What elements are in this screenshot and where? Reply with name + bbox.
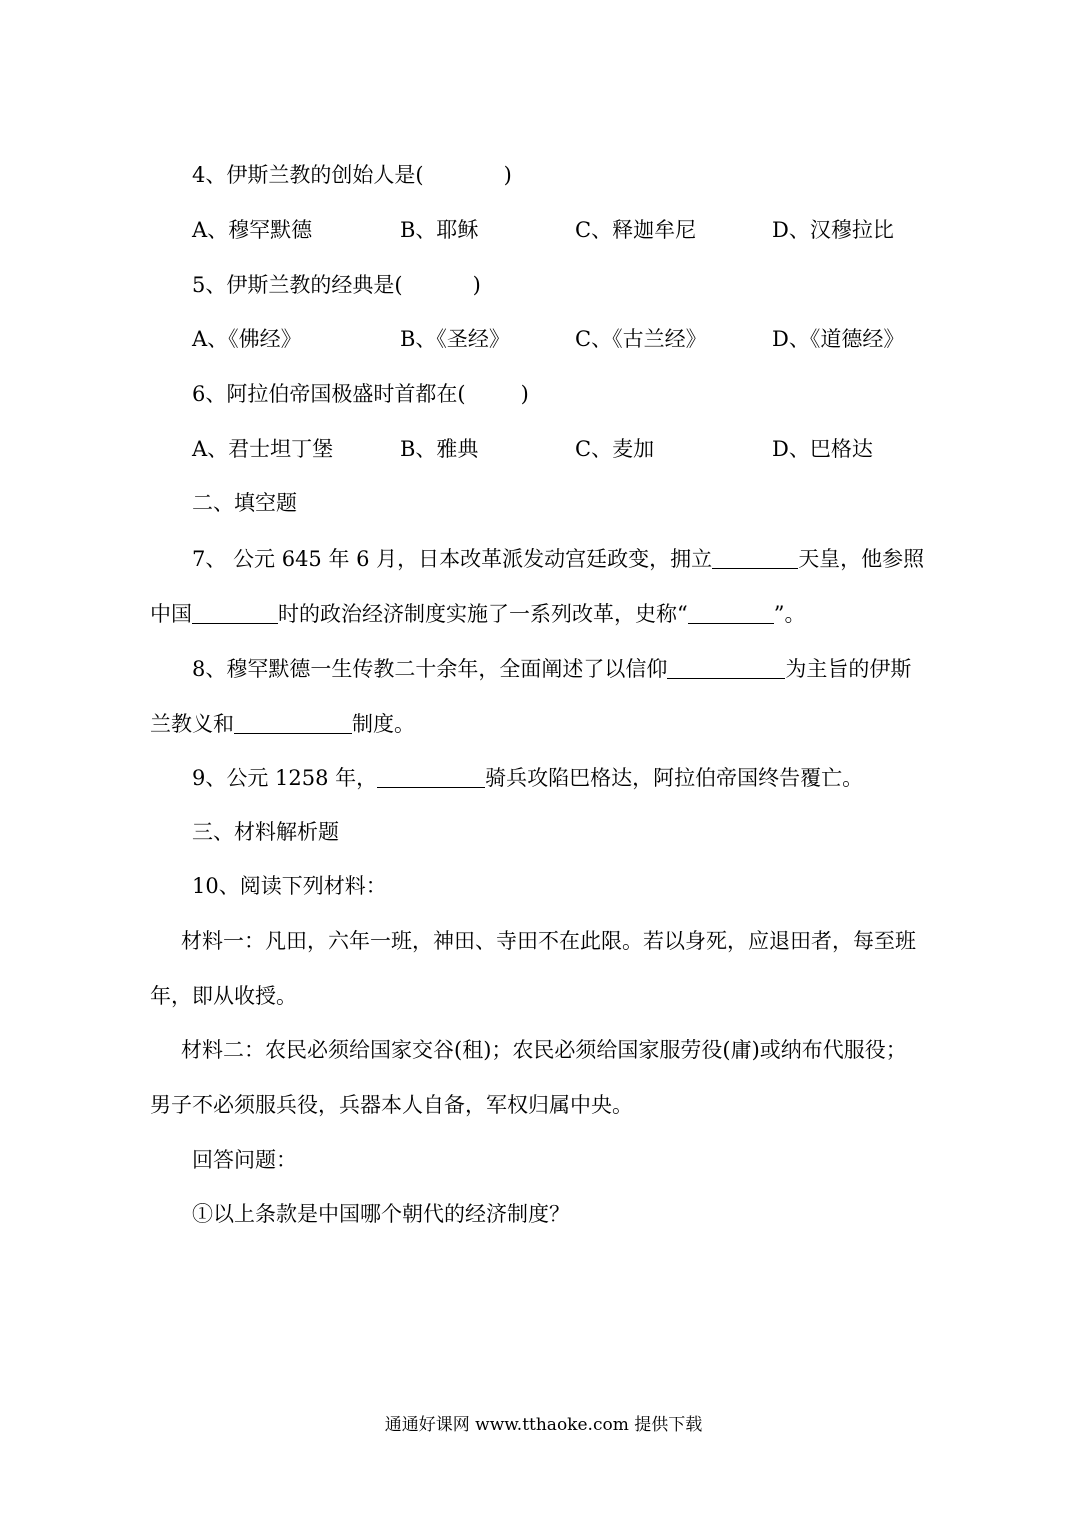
question-6-option-d: D、巴格达	[772, 437, 873, 461]
question-8-text-4: 制度。	[352, 712, 415, 736]
question-7-text-4: 时的政治经济制度实施了一系列改革，史称“	[278, 602, 688, 626]
question-5-close-paren: )	[472, 273, 481, 297]
question-7-line-1	[192, 548, 924, 570]
question-7-text-1: 7、 公元 645 年 6 月，日本改革派发动宫廷政变，拥立	[192, 547, 713, 571]
question-5-option-a: A、《佛经》	[192, 327, 302, 351]
question-9-text-1: 9、公元 1258 年，	[192, 766, 378, 790]
question-6-stem-text: 6、阿拉伯帝国极盛时首都在(	[192, 382, 466, 406]
question-5-option-c: C、《古兰经》	[575, 327, 707, 351]
material-2-line-2: 男子不必须服兵役，兵器本人自备，军权归属中央。	[150, 1093, 633, 1117]
question-4-close-paren: )	[503, 163, 512, 187]
question-8-line-1	[192, 658, 911, 680]
question-8-text-3: 兰教义和	[150, 712, 234, 736]
question-7-blank-3[interactable]	[688, 603, 774, 624]
question-7-blank-2[interactable]	[192, 603, 278, 624]
question-4-option-a: A、穆罕默德	[192, 218, 313, 242]
question-7-text-5: ”。	[773, 602, 806, 626]
section-material-analysis-heading: 三、材料解析题	[192, 820, 339, 844]
question-8-text-2: 为主旨的伊斯	[785, 657, 912, 681]
question-4-option-d: D、汉穆拉比	[772, 218, 894, 242]
material-1-line-2: 年，即从收授。	[150, 984, 297, 1008]
question-7-blank-1[interactable]	[712, 548, 798, 569]
question-4-option-c: C、释迦牟尼	[575, 218, 697, 242]
material-1-line-1: 材料一：凡田，六年一班，神田、寺田不在此限。若以身死，应退田者，每至班	[181, 929, 916, 953]
question-10-sub-1: ①以上条款是中国哪个朝代的经济制度？	[192, 1202, 570, 1226]
question-4-option-b: B、耶稣	[400, 218, 479, 242]
question-6-stem	[192, 384, 529, 405]
page-footer: 通通好课网 www.tthaoke.com 提供下载	[384, 1415, 703, 1435]
question-6-option-b: B、雅典	[400, 437, 479, 461]
question-10-title: 10、阅读下列材料：	[192, 874, 387, 898]
question-5-option-b: B、《圣经》	[400, 327, 510, 351]
question-5-option-d: D、《道德经》	[772, 327, 905, 351]
question-8-line-2	[150, 713, 415, 735]
question-5-stem-text: 5、伊斯兰教的经典是(	[192, 273, 403, 297]
question-4-stem-text: 4、伊斯兰教的创始人是(	[192, 163, 424, 187]
section-fill-in-heading: 二、填空题	[192, 491, 297, 515]
question-7-line-2	[150, 603, 805, 625]
question-5-stem	[192, 275, 481, 296]
question-8-blank-1[interactable]	[667, 658, 785, 679]
question-9-text-2: 骑兵攻陷巴格达，阿拉伯帝国终告覆亡。	[485, 766, 864, 790]
question-8-blank-2[interactable]	[234, 713, 352, 734]
question-4-stem	[192, 165, 512, 186]
question-6-option-a: A、君士坦丁堡	[192, 437, 334, 461]
question-8-text-1: 8、穆罕默德一生传教二十余年，全面阐述了以信仰	[192, 657, 668, 681]
material-2-line-1: 材料二：农民必须给国家交谷(租)；农民必须给国家服劳役(庸)或纳布代服役；	[181, 1038, 907, 1062]
question-9-line	[192, 767, 863, 789]
question-7-text-2: 天皇，他参照	[798, 547, 925, 571]
question-6-close-paren: )	[520, 382, 529, 406]
answer-label: 回答问题：	[192, 1148, 297, 1172]
question-9-blank[interactable]	[377, 767, 485, 788]
question-7-text-3: 中国	[150, 602, 192, 626]
question-6-option-c: C、麦加	[575, 437, 655, 461]
